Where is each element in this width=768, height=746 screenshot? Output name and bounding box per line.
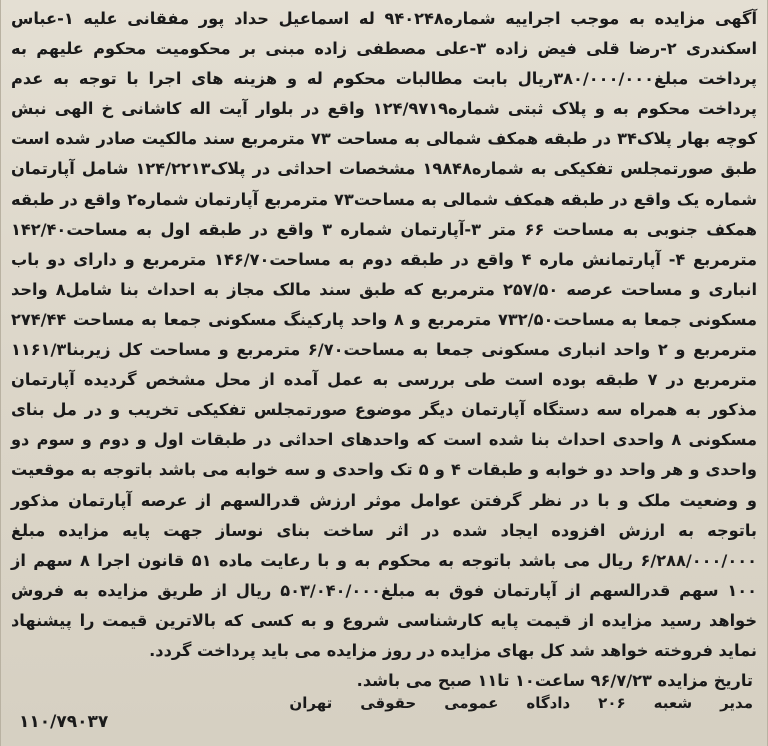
signature-word: مدیر <box>720 694 753 712</box>
auction-date-line: تاریخ مزایده ۹۶/۷/۲۳ ساعت۱۰ تا۱۱ صبح می باشد. <box>356 671 753 691</box>
signature-word: شعبه <box>653 694 693 712</box>
signature-word: تهران <box>289 694 333 712</box>
notice-body: آگهی مزایده به موجب اجراییه شماره۹۴۰۲۴۸ له اسماعیل حداد پور مفقانی علیه ۱-عباس اسکندری ۲-رضا قلی فیض زاده ۳-علی مصطفی زاده مبنی بر محکومیت محکوم علیهم به پرداخت مبلغ۳۸۰/۰۰۰/۰۰۰ریال بابت مطالبات محکوم له و هزینه های اجرا با توجه به عدم پرداخت محکوم به و پلاک ثبتی شماره۱۲۴/۹۷۱۹ واقع در بلوار آیت اله کاشانی خ الهی نبش کوچه بهار پلاک۳۴ در طبقه همکف شمالی به مساحت ۷۳ مترمربع سند مالکیت صادر شده است طبق صورتمجلس تفکیکی به شماره۱۹۸۴۸ مشخصات احداثی در پلاک۱۲۴/۲۲۱۳ شامل آپارتمان شماره یک واقع در طبقه همکف شمالی به مساحت۷۳ مترمربع آپارتمان شماره۲ واقع در طبقه همکف جنوبی به مساحت ۶۶ متر ۳-آپارتمان شماره ۳ واقع در طبقه اول به مساحت۱۴۲/۴۰ مترمربع ۴- آپارتمانش ماره ۴ واقع در طبقه دوم به مساحت۱۴۶/۷۰ مترمربع و دارای دو باب انباری و مساحت عرصه ۲۵۷/۵۰ مترمربع که طبق سند مالک مجاز به احداث بنا شامل۸ واحد مسکونی جمعا به مساحت۷۳۲/۵۰ مترمربع و ۸ واحد پارکینگ مسکونی جمعا به مساحت ۲۷۴/۴۴ مترمربع و ۲ واحد انباری مسکونی جمعا به مساحت۶/۷۰ مترمربع و مساحت کل زیربنا۱۱۶۱/۳ مترمربع در ۷ طبقه بوده است طی بررسی به عمل آمده از محل مشخص گردیده آپارتمان مذکور به همراه سه دستگاه آپارتمان دیگر موضوع صورتمجلس تفکیکی تخریب و در مل بنای مسکونی ۸ واحدی احداث بنا شده است که واحدهای احداثی در طبقات اول و دوم و سوم دو واحدی و هر واحد دو خوابه و طبقات ۴ و ۵ تک واحدی و سه خوابه می باشد باتوجه به موقعیت و وضعیت ملک و با در نظر گرفتن عوامل موثر ارزش قدرالسهم از عرصه آپارتمان مذکور باتوجه به ارزش افزوده ایجاد شده در اثر ساخت بنای نوساز جهت پایه مزایده مبلغ ۶/۲۸۸/۰۰۰/۰۰۰ ریال می باشد باتوجه به محکوم به و با رعایت ماده ۵۱ قانون اجرا ۸ سهم از ۱۰۰ سهم قدرالسهم از آپارتمان فوق به مبلغ۵۰۳/۰۴۰/۰۰۰ ریال از طریق مزایده به فروش خواهد رسید مزایده از قیمت پایه کارشناسی شروع و به کسی که بالاترین قیمت را پیشنهاد نماید فروخته خواهد شد کل بهای مزایده در روز مزایده می باید پرداخت گردد. <box>11 9 758 660</box>
auction-notice <box>11 4 757 696</box>
reference-number: ۱۱۰/۷۹۰۳۷ <box>19 712 109 732</box>
signature-word: عمومی <box>444 694 499 712</box>
court-signature <box>289 694 753 712</box>
signature-word: حقوقی <box>360 694 417 712</box>
signature-word: ۲۰۶ <box>598 694 626 712</box>
signature-word: دادگاه <box>526 694 571 712</box>
notice-footer <box>15 694 753 738</box>
